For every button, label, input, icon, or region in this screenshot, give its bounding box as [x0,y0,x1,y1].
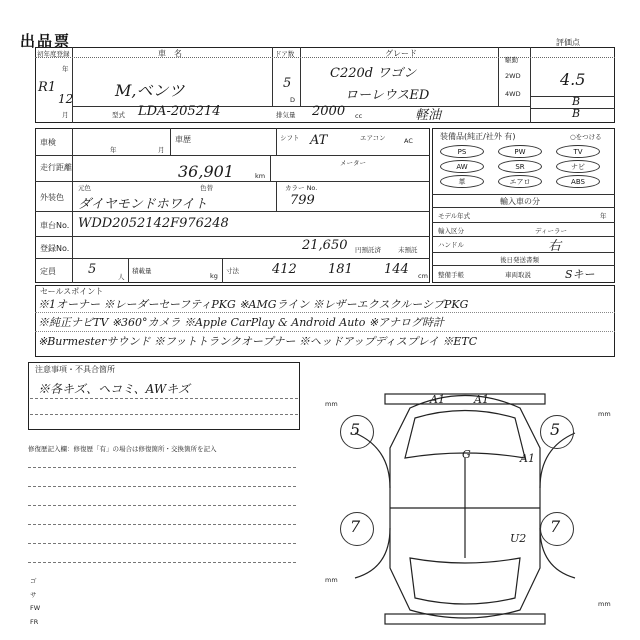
sales-line-3: ※Burmesterサウンド ※フットトランクオープナー ※ヘッドアップディスプレイ ※ETC [38,335,478,348]
bottom-label-2: サ [30,591,37,599]
car-name-label: 車 名 [158,49,182,58]
equipment-item: ナビ [556,160,600,173]
drive-label: 駆動 [505,56,518,64]
spare-key: Sキー [565,268,595,281]
capacity: 5 [88,262,97,277]
spare-key-label: 車両取説 [505,271,531,279]
vin-label: 車台No. [40,221,70,230]
sales-line-2: ※純正ナビTV ※360°カメラ ※Apple CarPlay & Android Auto ※アナログ時計 [38,316,445,329]
original-color-label: 元色 [78,184,91,192]
mm-fr: mm [598,410,611,418]
exterior-grade: B [572,107,581,120]
mm-fl: mm [325,400,338,408]
load-label: 積載量 [132,267,152,275]
manual-label: 整備手帳 [438,271,464,279]
notes-text: ※各キズ、ヘコミ、AWキズ [38,382,190,396]
tread-fl: 5 [350,420,361,439]
displacement: 2000 [312,104,346,119]
score: 4.5 [560,70,586,89]
reg-no-label: 登録No. [40,244,70,253]
door-suffix: D [290,96,296,104]
tread-rl: 7 [350,517,361,536]
rear-bumper [385,614,545,624]
import-type: ディーラー [535,227,567,235]
capacity-unit: 人 [118,273,125,281]
equipment-item: SR [498,160,542,173]
model-year-label: モデル年式 [438,212,471,220]
sales-line-1: ※1オーナー ※レーダーセーフティPKG ※AMGライン ※レザーエクスクルーシブPKG [38,298,469,311]
equipment-item: エアロ [498,175,542,188]
equipment-header: 装備品(純正/社外 有) [440,132,516,141]
repair-label: 修復歴記入欄：修復歴「有」の場合は修復箇所・交換箇所を記入 [28,445,217,453]
tread-fr: 5 [550,420,561,439]
import-label: 輸入車の分 [500,197,540,206]
load-unit: kg [210,272,218,280]
mark-a1-door: A1 [520,452,535,465]
mark-a1-right: A1 [474,393,489,406]
first-reg-label: 初年度登録 [37,50,70,58]
equipment-item: AW [440,160,484,173]
import-type-label: 輸入区分 [438,227,464,235]
sheet-title: 出品票 [20,32,72,50]
inspection-label: 車検 [40,138,56,147]
equipment-item: 革 [440,175,484,188]
grade-line1: C220d ワゴン [330,66,417,81]
model: LDA-205214 [138,104,221,119]
month-label: 月 [62,111,69,119]
equipment-grid [440,145,610,190]
ac-label: エアコン [360,134,386,142]
shift: AT [310,133,328,148]
width: 181 [328,262,353,277]
recycle-unpaid: 未預託 [398,246,418,254]
meter-label: メーター [340,159,366,167]
first-reg-month: 12 [58,92,74,106]
notes-label: 注意事項・不具合箇所 [35,365,115,374]
color-no: 799 [290,193,315,208]
model-label: 型式 [112,111,125,119]
length: 412 [272,262,297,277]
tread-rr: 7 [550,517,561,536]
height: 144 [384,262,409,277]
bottom-label-4: FR [30,618,39,626]
grade-line2: ローレウスED [345,88,430,103]
shift-label: シフト [280,134,300,142]
color-no-label: カラー No. [285,184,318,192]
km: km [255,172,266,180]
rear-window [410,558,520,604]
interior-grade: B [572,95,581,108]
mileage-label: 走行距離 [40,163,72,172]
bottom-label-1: ゴ [30,577,37,585]
inspection-year: 年 [110,146,117,154]
equipment-legend: ○をつける [570,133,602,141]
mark-g: G [462,448,471,461]
drive-2wd: 2WD [505,72,521,80]
mark-u2: U2 [510,532,527,545]
mark-a1-left: A1 [430,393,445,406]
recycle-amount: 21,650 [302,238,348,253]
doors: 5 [283,76,292,91]
inspection-month: 月 [158,146,165,154]
handle-label: ハンドル [438,241,464,249]
eval-label: 評価点 [556,38,580,47]
equipment-item: PS [440,145,484,158]
car-name: M,ベンツ [115,81,185,100]
grade-label: グレード [385,49,417,58]
equipment-item: PW [498,145,542,158]
fuel: 軽油 [415,108,442,123]
dims-label: 寸法 [226,267,239,275]
color-change-label: 色替 [200,184,213,192]
mm-rl: mm [325,576,338,584]
equipment-item: TV [556,145,600,158]
year-unit: 年 [600,212,607,220]
cc: cc [355,112,363,120]
displacement-label: 排気量 [276,111,296,119]
mileage: 36,901 [178,162,234,181]
capacity-label: 定員 [40,267,56,276]
drive-4wd: 4WD [505,90,521,98]
color-name: ダイヤモンドホワイト [78,197,208,212]
year-label: 年 [62,65,69,73]
sales-points-label: セールスポイント [40,287,104,296]
first-reg-era: R1 [38,80,57,95]
color-label: 外装色 [40,193,64,202]
equipment-item: ABS [556,175,600,188]
vin: WDD2052142F976248 [78,216,229,231]
door-label: ドア数 [275,50,295,58]
chassis-label: 車歴 [175,135,191,144]
ac: AC [404,137,413,145]
domestic-label: 後日発送書類 [500,256,539,264]
bottom-label-3: FW [30,604,41,612]
recycle-label: 円預託済 [355,246,381,254]
handle: 右 [548,239,562,254]
mm-rr: mm [598,600,611,608]
cm: cm [418,272,428,280]
